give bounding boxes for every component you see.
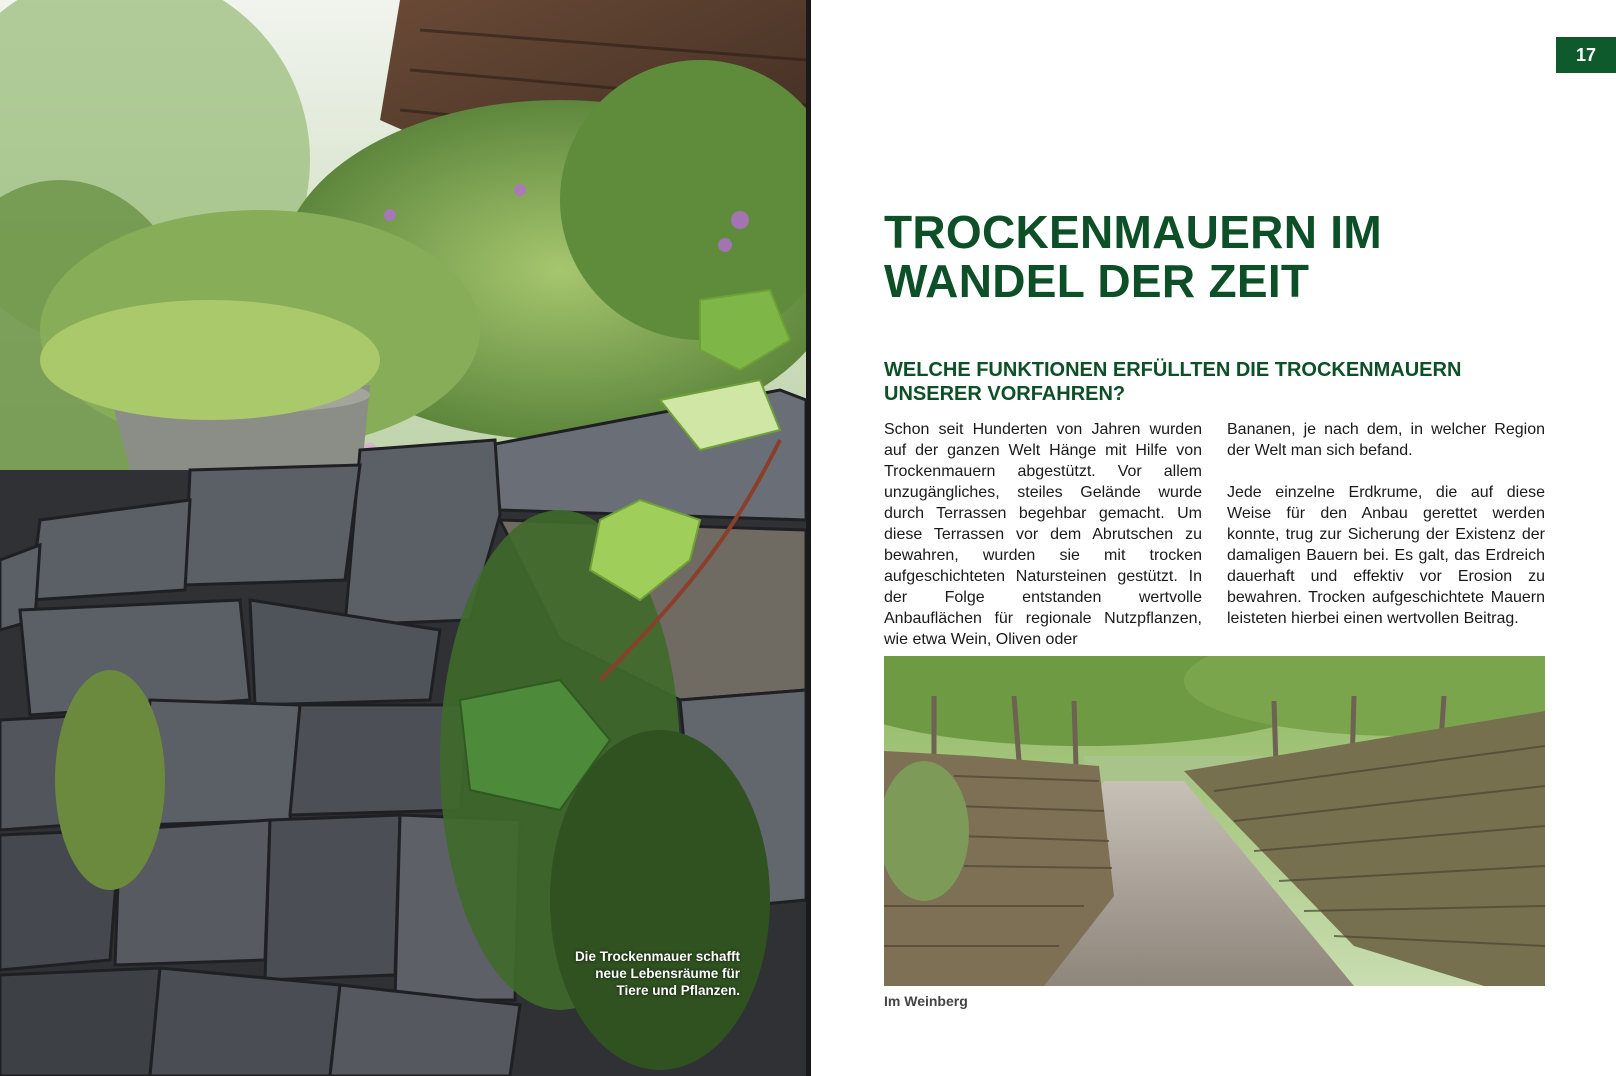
chapter-title-line-1: TROCKENMAUERN IM: [884, 206, 1382, 258]
dry-stone-wall-illustration: [0, 0, 806, 1076]
column-1-paragraph-1: Schon seit Hunderten von Jahren wurden auf der ganzen Welt Hänge mit Hilfe von Trockenmauern abgestützt. Vor allem unzugängliches, steiles Gelände wurde durch Terrassen begehbar gemacht. Um diese Terrassen vor dem Abrutschen zu bewahren, wurden sie mit trocken aufgeschichteten Natursteinen gestützt. In der Folge entstanden wertvolle Anbauflächen für regionale Nutzpflanzen, wie etwa Wein, Oliven oder: [884, 421, 1202, 648]
chapter-title-line-2: WANDEL DER ZEIT: [884, 255, 1310, 307]
vineyard-illustration: [884, 656, 1545, 986]
wall-caption-line-1: Die Trockenmauer schafft: [574, 949, 740, 964]
chapter-title: [884, 208, 1484, 306]
section-heading: [884, 358, 1544, 406]
dry-stone-wall-photo: [0, 0, 806, 1076]
section-heading-line-1: WELCHE FUNKTIONEN ERFÜLLTEN DIE TROCKENMAUERN: [884, 359, 1462, 381]
column-2-paragraph-2: Jede einzelne Erdkrume, die auf diese Weise für den Anbau gerettet werden konnte, trug zur Sicherung der Existenz der damaligen Bauern bei. Es galt, das Erdreich dauerhaft und effektiv vor Erosion zu bewahren. Trocken aufgeschichtete Mauern leisteten hierbei einen wertvollen Beitrag.: [1227, 484, 1545, 627]
vineyard-photo: [884, 656, 1545, 986]
wall-caption-line-2: neue Lebensräume für: [595, 966, 740, 981]
section-heading-line-2: UNSERER VORFAHREN?: [884, 383, 1126, 405]
wall-caption-line-3: Tiere und Pflanzen.: [616, 983, 740, 998]
text-column-2: [1227, 419, 1545, 629]
column-2-paragraph-1: Bananen, je nach dem, in welcher Region der Welt man sich befand.: [1227, 421, 1545, 459]
vineyard-photo-caption: Im Weinberg: [884, 993, 968, 1009]
text-column-1: [884, 419, 1202, 650]
page-number-badge: 17: [1556, 37, 1616, 73]
wall-photo-caption: [540, 948, 740, 999]
